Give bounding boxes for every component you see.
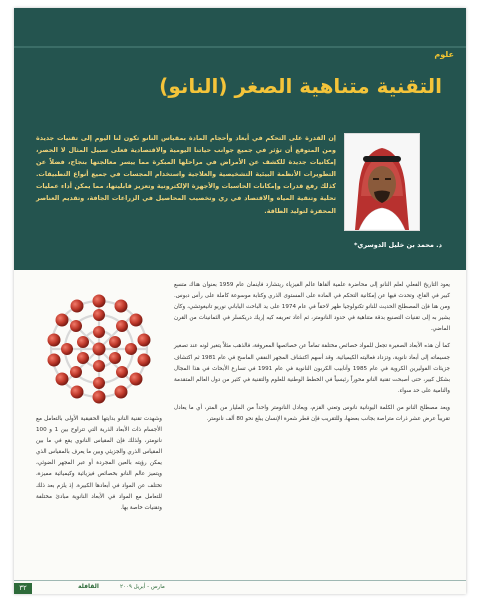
main-paragraph: ويعد مصطلح النانو من الكلمة اليونانية نانوس وتعني القزم، ويعادل النانومتر واحداً من المليار من المتر، أي ما يعادل تقريباً عرض عشر ذرات متراصة بجانب بعضها، وللتقريب فإن قطر شعرة الإنسان يبلغ نحو 80 ألف نانومتر. — [174, 404, 450, 423]
author-portrait-icon — [345, 134, 419, 230]
magazine-page — [14, 8, 466, 594]
article-title: التقنية متناهية الصغر (النانو) — [159, 74, 442, 98]
fullerene-molecule-figure — [36, 290, 162, 408]
header-divider — [14, 46, 466, 48]
author-photo — [344, 133, 420, 231]
main-paragraph: يعود التاريخ الفعلي لعلم النانو إلى محاضرة علمية ألقاها عالم الفيزياء ريتشارد فاينمان عام 1959 بعنوان هناك متسع كبير في القاع، وتحدث فيها عن إمكانية التحكم في المادة على المستوى الذري وكتابة موسوعة كاملة على رأس دبوس. ومن هنا فإن المصطلح الحديث للنانو تكنولوجيا ظهر لاحقاً في عام 1974 على يد الباحث الياباني نوريو تانيغوتشي، وكان يشير به إلى تقنيات التصنيع بدقة متناهية في حدود النانومتر، ثم أعاد تعريفه كيه إريك دريكسلر في الثمانينات من القرن الماضي. — [174, 282, 451, 333]
magazine-name: القافلة — [78, 583, 99, 590]
left-column-text: وشهدت تقنية النانو بدايتها الحقيقية الأولى بالتعامل مع الأجسام ذات الأبعاد الذرية التي تتراوح بين 1 و 100 نانومتر، ولذلك فإن المقياس النانوي يقع في ما بين المقياس الذري والجزيئي وبين ما يعرف بالمقياس الذي يمكن رؤيته بالعين المجردة أو عبر المجهر الضوئي، ويتميز عالم النانو بخصائص فيزيائية وكيميائية مميزة، تختلف عن المواد في أبعادها الكبيرة. إذ يلزم بعد ذلك للتعامل مع المواد في الأبعاد النانوية مبادئ مختلفة وتقنيات خاصة بها. — [36, 416, 162, 511]
footer-divider — [14, 580, 466, 581]
author-name: د. محمد بن خليل الدوسري* — [353, 241, 442, 249]
main-paragraph: كما أن هذه الأبعاد الصغيرة تجعل للمواد خصائص مختلفة تماماً عن خصائصها المعروفة، فالذهب مثلاً يتغير لونه عند تصغير جسيماته إلى أبعاد نانوية، وتزداد فعاليته الكيميائية. وقد أسهم اكتشاف المجهر النفقي الماسح في عام 1981 ثم اكتشاف جزيئات الفوليرين الكروية في عام 1985 وأنابيب الكربون النانوية في عام 1991 في تسارع الأبحاث في هذا المجال بشكل كبير، حتى أصبحت تقنية النانو محوراً رئيسياً في الخطط الوطنية للعلوم والتقنية في كثير من دول العالم المتقدمة والنامية على حد سواء. — [174, 343, 451, 394]
intro-paragraph: إن القدرة على التحكم في أبعاد وأحجام المادة بمقياس النانو تكون لنا اليوم إلى تقنيات جديدة ومن المتوقع أن تؤثر في جميع جوانب حياتنا اليومية والاقتصادية فعلى سبيل المثال لا الحصر، إمكانيات جديدة للكشف عن الأمراض في مراحلها المبكرة مما ييسر معالجتها بنجاح، فضلاً عن التطويرات الأنظمة البيئية التشخيصية والعلاجية واستخدام المجسات في جميع أنواع التطبيقات. كذلك رفع قدرات وإمكانات الحاسبات والأجهزة الإلكترونية وتعزيز قابليتها، مما يمكن أداء عمليات تحلية وتنقية المياه والاقتصاد في ري وتخصيب المحاصيل في الزراعات الجافة، وتقديم العناصر المحفزة لتوليد الطاقة. — [36, 134, 336, 215]
main-column — [174, 280, 450, 431]
fullerene-molecule-icon — [36, 290, 162, 408]
header-band — [14, 8, 466, 270]
page-number: ٣٢ — [14, 583, 32, 594]
issue-date: مارس - أبريل ٢٠٠٩ — [120, 584, 165, 590]
section-tag: علوم — [434, 50, 454, 59]
